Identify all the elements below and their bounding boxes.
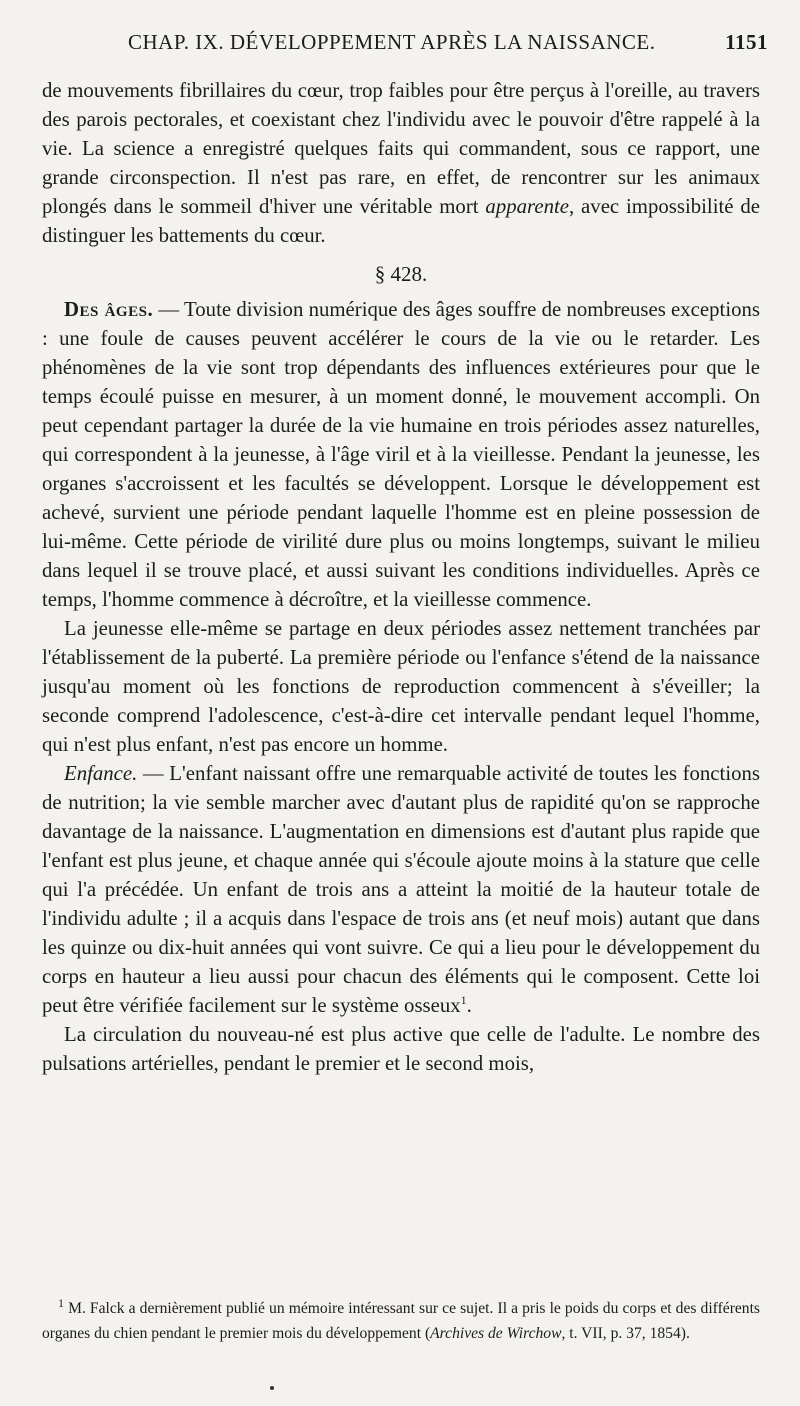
footnote-mark: 1 bbox=[58, 1295, 64, 1310]
paragraph-circulation: La circulation du nouveau-né est plus active que celle de l'adulte. Le nombre des pulsations artérielles, pendant le premier et le second mois, bbox=[42, 1023, 760, 1075]
rubric-enfance: Enfance. bbox=[64, 762, 138, 785]
rubric-des-ages: Des âges. bbox=[64, 298, 154, 321]
paragraph-des-ages: Des âges. — Toute division numérique des âges souffre de nombreuses exceptions : une foule de causes peuvent accélérer le cours de la vie ou le retarder. Les phénomènes de la vie sont trop dépendants des influences extérieures pour que le temps écoulé puisse en mesurer, à un moment donné, le mouvement accompli. On peut cependant partager la durée de la vie humaine en trois périodes assez naturelles, qui correspondent à la jeunesse, à l'âge viril et à la vieillesse. Pendant la jeunesse, les organes s'accroissent et les facultés se développent. Lorsque le développement est achevé, survient une période pendant laquelle l'homme est en pleine possession de lui-même. Cette période de virilité dure plus ou moins longtemps, suivant le milieu dans lequel il se trouve placé, et aussi suivant les conditions individuelles. Après ce temps, l'homme commence à décroître, et la vieillesse commence. bbox=[42, 298, 760, 611]
section-heading: § 428. bbox=[374, 262, 428, 286]
emphasis-apparente: apparente bbox=[485, 195, 569, 218]
footnote: $^1$ M. Falck a dernièrement publié un mémoire intéressant sur ce sujet. Il a pris le poids du corps et des différents organes du chien pendant le premier mois du développement (Archives de Wirchow, t. VII, p. 37, 1854). bbox=[42, 1295, 760, 1342]
footnotes bbox=[42, 1296, 760, 1346]
footnote-reference: 1 bbox=[460, 993, 467, 1008]
print-speck bbox=[270, 1386, 274, 1390]
paragraph-continued: de mouvements fibrillaires du cœur, trop faibles pour être perçus à l'oreille, au travers des parois pectorales, et coexistant chez l'individu avec le pouvoir d'être rappelé à la vie. La science a enregistré quelques faits qui commandent, sous ce rapport, une grande circonspection. Il n'est pas rare, en effet, de rencontrer sur les animaux plongés dans le sommeil d'hiver une véritable mort apparente, avec impossibilité de distinguer les battements du cœur. bbox=[42, 79, 760, 247]
journal-title: Archives de Wirchow bbox=[430, 1325, 562, 1342]
chapter-title: CHAP. IX. DÉVELOPPEMENT APRÈS LA NAISSANCE. bbox=[128, 30, 656, 54]
paragraph-enfance: Enfance. — L'enfant naissant offre une remarquable activité de toutes les fonctions de nutrition; la vie semble marcher avec d'autant plus de rapidité qu'on se rapproche davantage de la naissance. L'augmentation en dimensions est d'autant plus rapide que l'enfant est plus jeune, et chaque année qui s'écoule ajoute moins à la stature que celle qui l'a précédée. Un enfant de trois ans a atteint la moitié de la hauteur totale de l'individu adulte ; il a acquis dans l'espace de trois ans (et neuf mois) autant que dans les quinze ou dix-huit années qui vont suivre. Ce qui a lieu pour le développement du corps en hauteur a lieu aussi pour chacun des éléments qui le composent. Cette loi peut être vérifiée facilement sur le système osseux$^1$. bbox=[42, 762, 760, 1017]
paragraph-jeunesse: La jeunesse elle-même se partage en deux périodes assez nettement tranchées par l'établissement de la puberté. La première période ou l'enfance s'étend de la naissance jusqu'au moment où les fonctions de reproduction commencent à s'éveiller; la seconde comprend l'adolescence, c'est-à-dire cet intervalle pendant lequel l'homme, qui n'est plus enfant, n'est pas encore un homme. bbox=[42, 617, 760, 756]
page-number: 1151 bbox=[725, 30, 768, 54]
body-text bbox=[42, 76, 760, 1078]
running-head bbox=[128, 30, 768, 55]
